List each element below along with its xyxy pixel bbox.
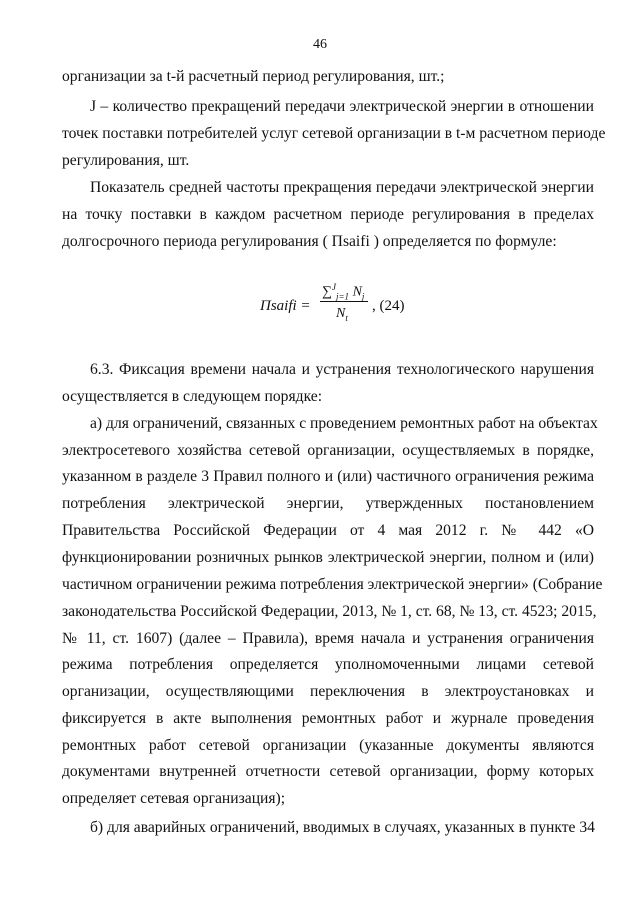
page-number: 46 [313, 37, 327, 52]
text-line: электросетевого хозяйства сетевой организации, осуществляемых в порядке, [62, 442, 594, 459]
text-line: Правительства Российской Федерации от 4 мая 2012 г. № 442 «О [62, 522, 594, 539]
formula-lhs: Пsaifi = [260, 298, 311, 314]
text-line: долгосрочного периода регулирования ( Пsaifi ) определяется по формуле: [62, 233, 557, 250]
text-line: на точку поставки в каждом расчетном периоде регулирования в пределах [62, 206, 594, 223]
text-line: № 11, ст. 1607) (далее – Правила), время начала и устранения ограничения [62, 630, 594, 647]
text-line: Показатель средней частоты прекращения передачи электрической энергии [90, 179, 594, 196]
text-line: J – количество прекращений передачи электрической энергии в отношении [90, 98, 594, 115]
text-line: организации, осуществляющими переключения в электроустановках и [62, 683, 594, 700]
text-line: регулирования, шт. [62, 152, 190, 169]
text-line: определяет сетевая организация); [62, 790, 286, 807]
text-line: 6.3. Фиксация времени начала и устранения технологического нарушения [90, 361, 594, 378]
numerator-term: N [352, 284, 362, 300]
text-line: документами внутренней отчетности сетевой организации, форму которых [62, 763, 594, 780]
text-line: частичном ограничении режима потребления электрической энергии» (Собрание [62, 576, 603, 593]
text-line: точек поставки потребителей услуг сетевой организации в t-м расчетном периоде [62, 125, 606, 142]
text-line: фиксируется в акте выполнения ремонтных работ и журнале проведения [62, 710, 594, 727]
equation-number: , (24) [372, 298, 405, 314]
text-line: осуществляется в следующем порядке: [62, 388, 323, 405]
text-line: указанном в разделе 3 Правил полного и (или) частичного ограничения режима [62, 468, 594, 485]
text-line: законодательства Российской Федерации, 2013, № 1, ст. 68, № 13, ст. 4523; 2015, [62, 603, 597, 620]
formula-numerator [322, 282, 364, 301]
fraction-bar [320, 301, 368, 302]
numerator-sub: j [361, 291, 365, 302]
text-line: потребления электрической энергии, утвержденных постановлением [62, 495, 594, 512]
sum-symbol: ∑ [322, 284, 332, 300]
text-line: ремонтных работ сетевой организации (указанные документы являются [62, 737, 594, 754]
formula-denominator [336, 306, 348, 323]
denominator-sub: t [345, 312, 348, 323]
text-line: а) для ограничений, связанных с проведением ремонтных работ на объектах [90, 415, 598, 432]
text-line: функционировании розничных рынков электрической энергии, полном и (или) [62, 549, 594, 566]
sum-lower: j=1 [335, 291, 350, 302]
denominator-term: N [336, 306, 346, 321]
sum-upper: J [331, 282, 336, 292]
text-line: б) для аварийных ограничений, вводимых в случаях, указанных в пункте 34 [90, 819, 595, 836]
text-line: организации за t-й расчетный период регулирования, шт.; [62, 68, 445, 85]
text-line: режима потребления определяется уполномоченными лицами сетевой [62, 656, 594, 673]
